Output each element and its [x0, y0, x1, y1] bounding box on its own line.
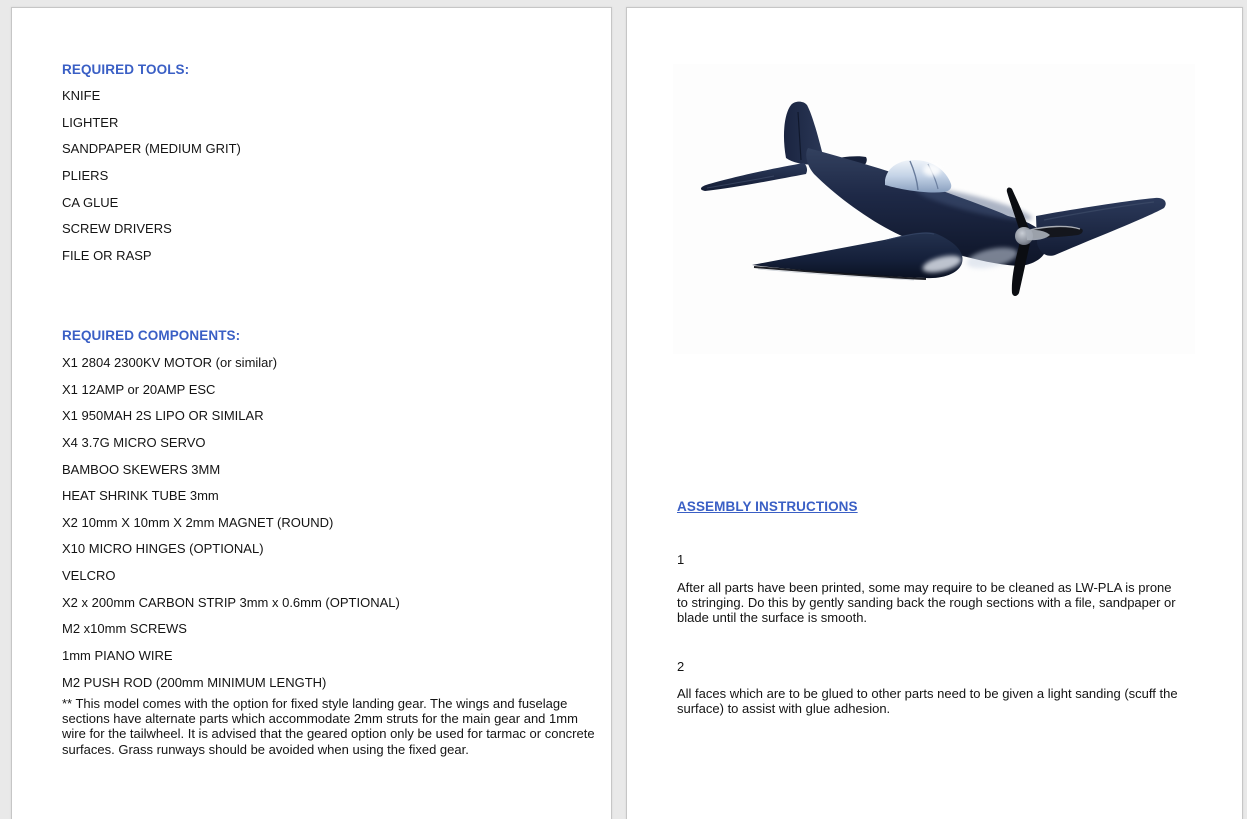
step-text: All faces which are to be glued to other parts need to be given a light sanding (scuff the surface) to assist with glue adhesion. — [677, 686, 1178, 717]
component-item: X1 950MAH 2S LIPO OR SIMILAR — [62, 408, 264, 424]
step-number: 1 — [677, 552, 685, 567]
document-page-right — [626, 7, 1243, 819]
tool-item: KNIFE — [62, 88, 101, 103]
landing-gear-note: ** This model comes with the option for fixed style landing gear. The wings and fuselage sections have alternate parts which accommodate 2mm struts for the main gear and 1mm wire for the tailwheel. It is advised that the geared option only be used for tarmac or concrete surfaces. Grass runways should be avoided when using the fixed gear. — [62, 696, 595, 757]
tool-item: PLIERS — [62, 167, 109, 183]
tool-item: LIGHTER — [62, 114, 119, 130]
required-components-heading: REQUIRED COMPONENTS: — [62, 328, 241, 343]
component-item: X1 2804 2300KV MOTOR (or similar) — [62, 355, 278, 370]
step-text: After all parts have been printed, some may require to be cleaned as LW-PLA is prone to stringing. Do this by gently sanding back the rough sections with a file, sandpaper or blade until the surface is smooth. — [677, 580, 1176, 626]
component-item: X2 10mm X 10mm X 2mm MAGNET (ROUND) — [62, 514, 334, 530]
tool-item: CA GLUE — [62, 194, 119, 210]
component-item: M2 x10mm SCREWS — [62, 621, 187, 637]
tool-item: FILE OR RASP — [62, 247, 152, 263]
required-tools-heading: REQUIRED TOOLS: — [62, 62, 190, 77]
component-item: M2 PUSH ROD (200mm MINIMUM LENGTH) — [62, 674, 327, 690]
document-page-left — [11, 7, 612, 819]
component-item: BAMBOO SKEWERS 3MM — [62, 461, 221, 477]
component-item: X10 MICRO HINGES (OPTIONAL) — [62, 541, 264, 557]
component-item: 1mm PIANO WIRE — [62, 648, 173, 664]
airplane-render-figure — [673, 64, 1195, 354]
required-components-list — [62, 355, 400, 701]
component-item: X4 3.7G MICRO SERVO — [62, 434, 206, 450]
component-item: X1 12AMP or 20AMP ESC — [62, 381, 216, 397]
tool-item: SANDPAPER (MEDIUM GRIT) — [62, 141, 241, 157]
assembly-instructions-heading[interactable]: ASSEMBLY INSTRUCTIONS — [677, 499, 858, 514]
airplane-3d-render — [673, 64, 1195, 354]
tool-item: SCREW DRIVERS — [62, 221, 172, 237]
component-item: X2 x 200mm CARBON STRIP 3mm x 0.6mm (OPTIONAL) — [62, 594, 400, 610]
required-tools-list — [62, 88, 241, 274]
step-number: 2 — [677, 659, 685, 674]
component-item: HEAT SHRINK TUBE 3mm — [62, 488, 219, 504]
component-item: VELCRO — [62, 568, 116, 584]
